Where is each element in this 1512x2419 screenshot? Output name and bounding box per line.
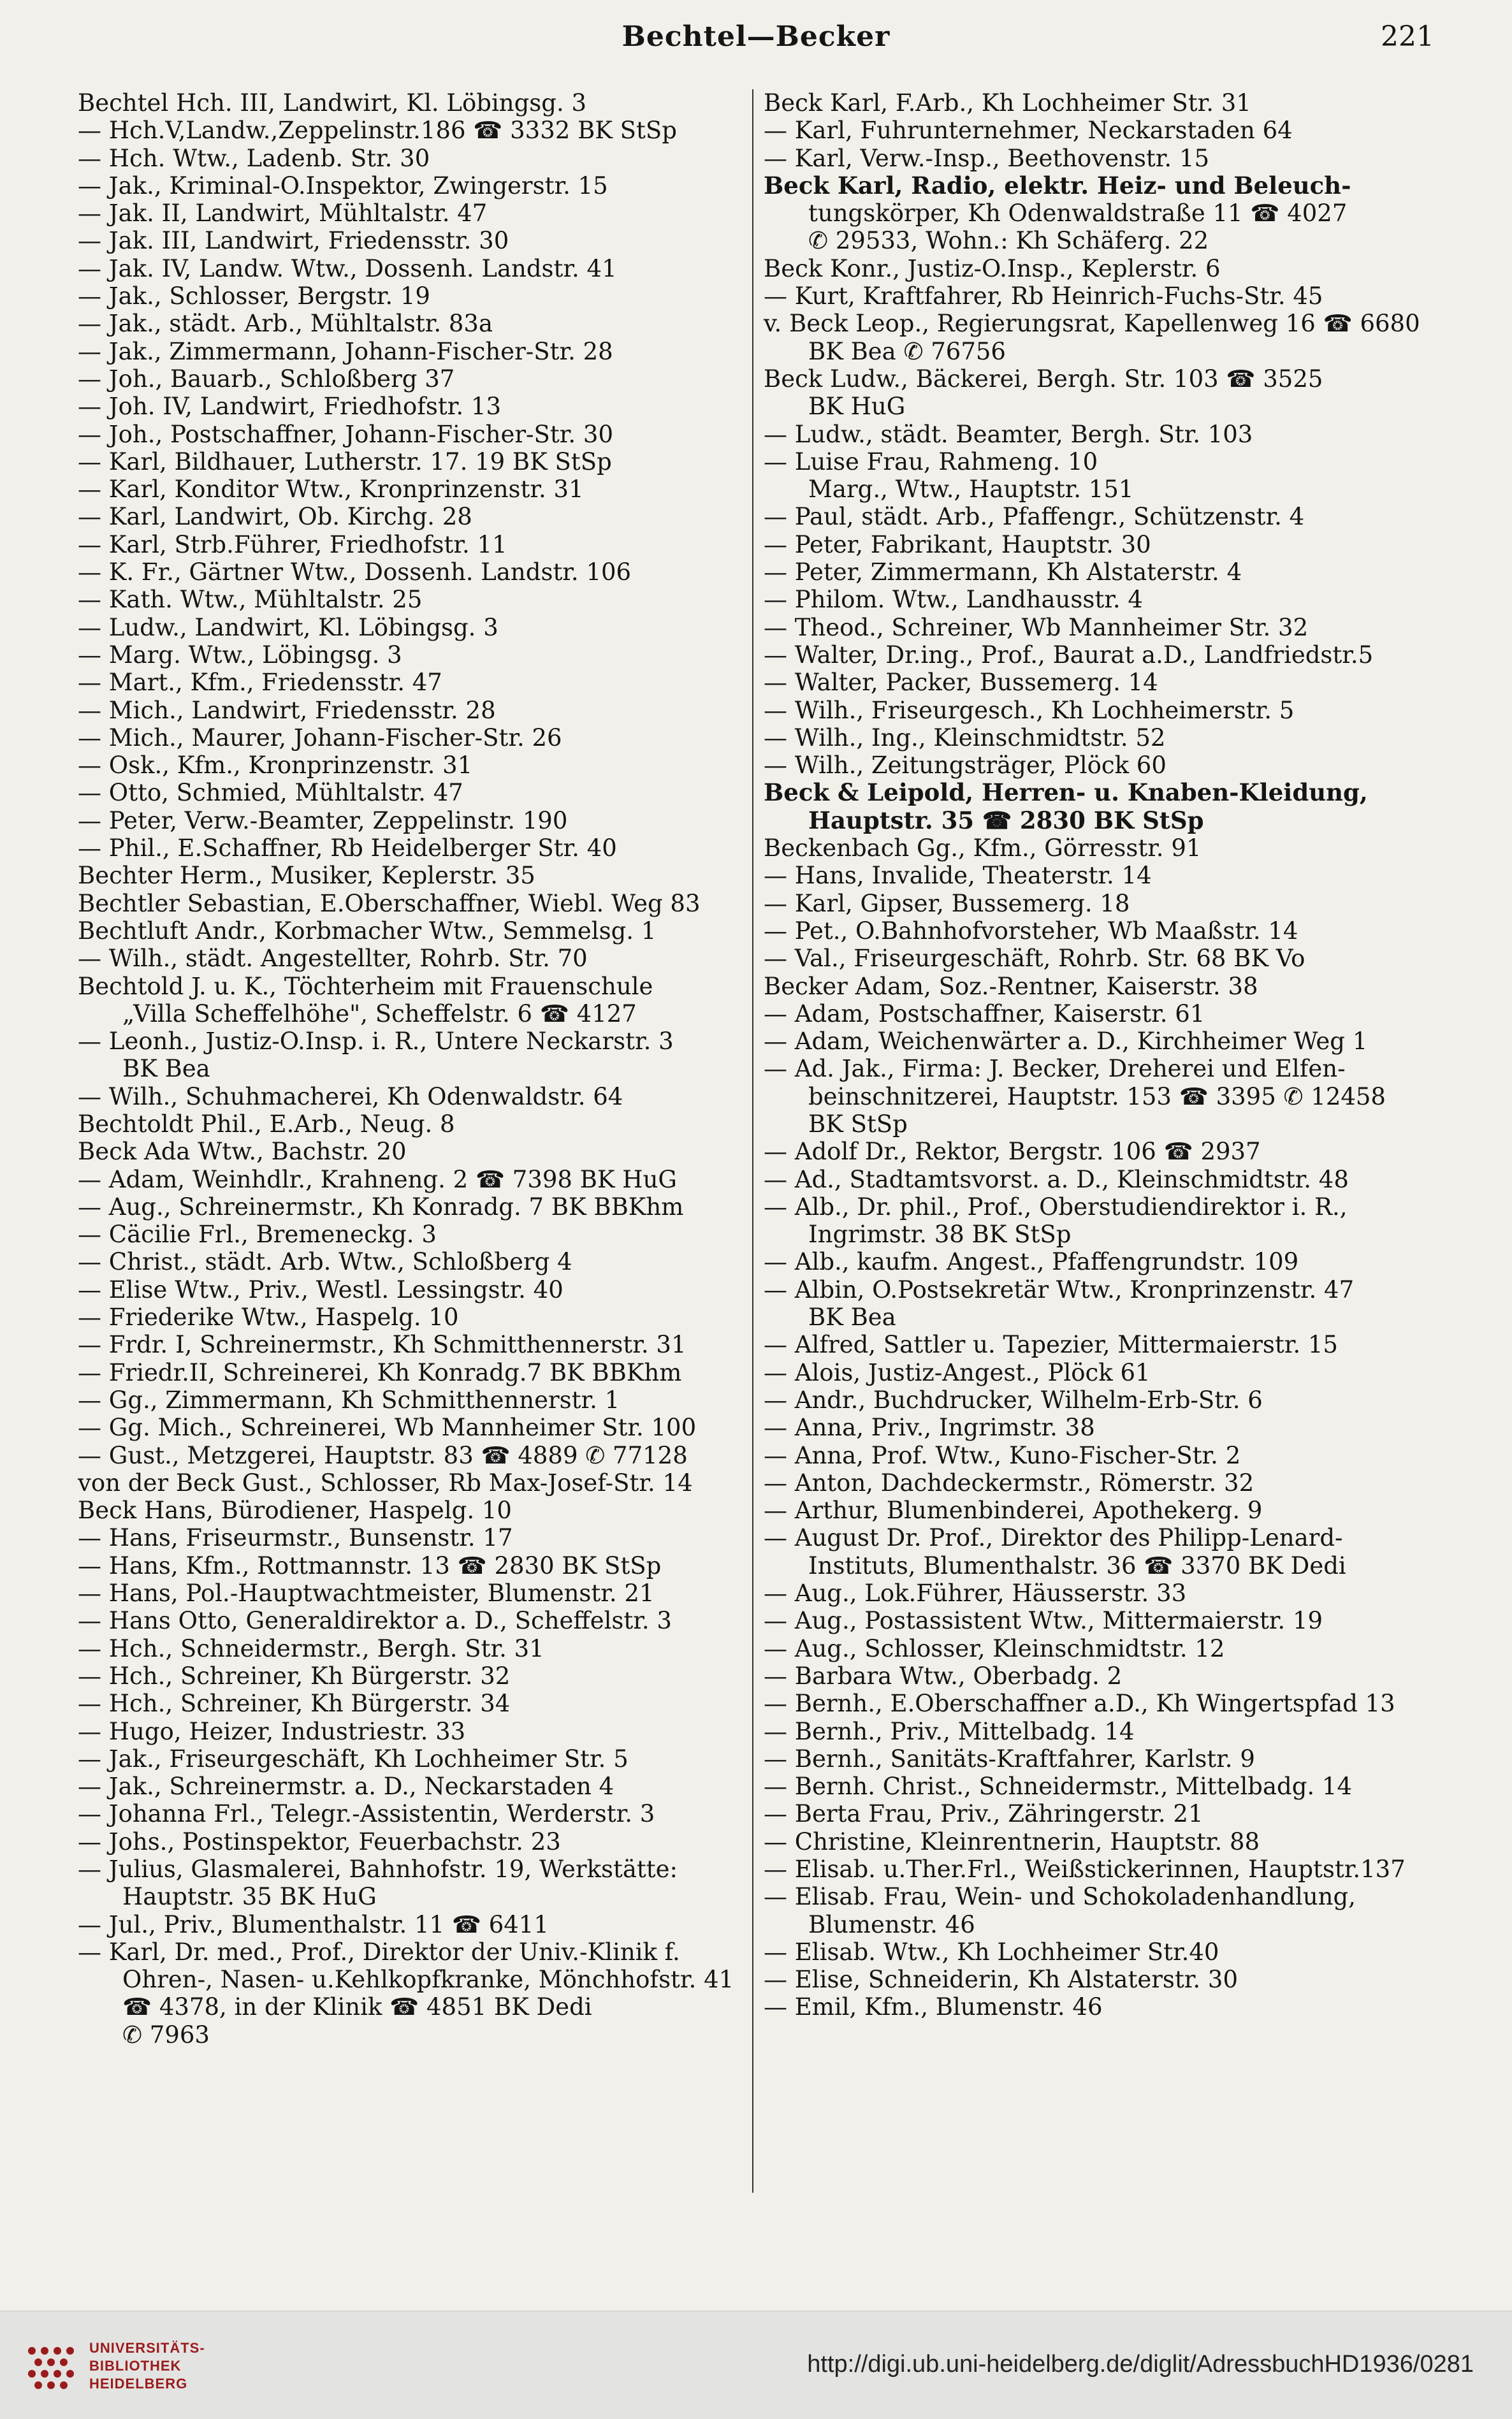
directory-entry: — Gg., Zimmermann, Kh Schmitthennerstr. 1: [78, 1386, 620, 1414]
directory-entry: — Anna, Priv., Ingrimstr. 38: [764, 1414, 1095, 1442]
directory-entry: — Aug., Postassistent Wtw., Mittermaierstr. 19: [764, 1607, 1323, 1635]
directory-entry: — Jak. II, Landwirt, Mühltalstr. 47: [78, 200, 488, 228]
directory-entry: — Johs., Postinspektor, Feuerbachstr. 23: [78, 1827, 561, 1856]
directory-entry: — Theod., Schreiner, Wb Mannheimer Str. 32: [764, 613, 1309, 641]
source-url[interactable]: http://digi.ub.uni-heidelberg.de/diglit/AdressbuchHD1936/0281: [807, 2351, 1474, 2378]
directory-entry: — Jak. III, Landwirt, Friedensstr. 30: [78, 227, 509, 255]
directory-entry: — Karl, Konditor Wtw., Kronprinzenstr. 31: [78, 476, 584, 504]
university-library-logo-icon: [19, 2338, 83, 2402]
directory-entry: — Frdr. I, Schreinermstr., Kh Schmitthennerstr. 31: [78, 1331, 687, 1359]
directory-entry: Bechtluft Andr., Korbmacher Wtw., Semmelsg. 1: [78, 917, 657, 945]
directory-entry: Hauptstr. 35 ☎ 2830 BK StSp: [808, 806, 1204, 834]
directory-entry: — Jak. IV, Landw. Wtw., Dossenh. Landstr. 41: [78, 254, 617, 282]
directory-entry: — Christ., städt. Arb. Wtw., Schloßberg 4: [78, 1248, 572, 1276]
running-head: Bechtel—Becker: [622, 20, 890, 53]
directory-entry: Beck Karl, Radio, elektr. Heiz- und Beleuch-: [764, 171, 1351, 200]
directory-entry: — Hch., Schreiner, Kh Bürgerstr. 34: [78, 1690, 511, 1718]
directory-entry: — Adam, Weinhdlr., Krahneng. 2 ☎ 7398 BK HuG: [78, 1165, 677, 1193]
directory-entry: v. Beck Leop., Regierungsrat, Kapellenweg 16 ☎ 6680: [764, 310, 1420, 338]
directory-entry: — Bernh. Christ., Schneidermstr., Mittelbadg. 14: [764, 1773, 1352, 1801]
directory-entry: — Mich., Maurer, Johann-Fischer-Str. 26: [78, 723, 562, 752]
directory-entry: — Elise, Schneiderin, Kh Alstaterstr. 30: [764, 1966, 1238, 1994]
directory-entry: — Val., Friseurgeschäft, Rohrb. Str. 68 BK Vo: [764, 945, 1305, 973]
directory-entry: — Wilh., städt. Angestellter, Rohrb. Str. 70: [78, 945, 588, 973]
library-name: UNIVERSITÄTS- BIBLIOTHEK HEIDELBERG: [89, 2340, 205, 2392]
directory-entry: — Bernh., E.Oberschaffner a.D., Kh Wingertspfad 13: [764, 1690, 1395, 1718]
directory-entry: Bechtel Hch. III, Landwirt, Kl. Löbingsg. 3: [78, 89, 587, 117]
directory-entry: — Anton, Dachdeckermstr., Römerstr. 32: [764, 1469, 1254, 1497]
page-number: 221: [1381, 20, 1434, 53]
directory-entry: ✆ 29533, Wohn.: Kh Schäferg. 22: [808, 227, 1209, 255]
directory-entry: — Hch. Wtw., Ladenb. Str. 30: [78, 144, 430, 172]
directory-entry: Bechter Herm., Musiker, Keplerstr. 35: [78, 862, 535, 890]
directory-entry: — Phil., E.Schaffner, Rb Heidelberger Str. 40: [78, 834, 617, 862]
directory-entry: Ingrimstr. 38 BK StSp: [808, 1221, 1072, 1249]
directory-entry: — Emil, Kfm., Blumenstr. 46: [764, 1993, 1103, 2021]
directory-entry: — Jak., Kriminal-O.Inspektor, Zwingerstr. 15: [78, 171, 608, 200]
directory-entry: — Karl, Strb.Führer, Friedhofstr. 11: [78, 530, 507, 558]
directory-entry: — Jak., Friseurgeschäft, Kh Lochheimer Str. 5: [78, 1745, 629, 1773]
directory-entry: — Jul., Priv., Blumenthalstr. 11 ☎ 6411: [78, 1910, 549, 1938]
directory-entry: — Karl, Gipser, Bussemerg. 18: [764, 889, 1130, 917]
directory-entry: — Hans, Friseurmstr., Bunsenstr. 17: [78, 1524, 513, 1552]
directory-entry: tungskörper, Kh Odenwaldstraße 11 ☎ 4027: [808, 200, 1348, 228]
directory-entry: — Luise Frau, Rahmeng. 10: [764, 447, 1098, 476]
directory-entry: Beck Hans, Bürodiener, Haspelg. 10: [78, 1497, 512, 1525]
directory-entry: — Bernh., Priv., Mittelbadg. 14: [764, 1717, 1135, 1745]
directory-entry: Beck Ludw., Bäckerei, Bergh. Str. 103 ☎ 3525: [764, 365, 1323, 393]
directory-entry: — Wilh., Zeitungsträger, Plöck 60: [764, 752, 1167, 780]
directory-entry: Beckenbach Gg., Kfm., Görresstr. 91: [764, 834, 1202, 862]
directory-entry: von der Beck Gust., Schlosser, Rb Max-Josef-Str. 14: [78, 1469, 693, 1497]
directory-entry: — Hans Otto, Generaldirektor a. D., Scheffelstr. 3: [78, 1607, 672, 1635]
directory-entry: — Karl, Bildhauer, Lutherstr. 17. 19 BK StSp: [78, 447, 612, 476]
directory-entry: — Peter, Fabrikant, Hauptstr. 30: [764, 530, 1151, 558]
directory-entry: — Andr., Buchdrucker, Wilhelm-Erb-Str. 6: [764, 1386, 1263, 1414]
directory-entry: — Aug., Schreinermstr., Kh Konradg. 7 BK BBKhm: [78, 1193, 684, 1221]
left-column: [78, 89, 741, 2049]
directory-entry: — Elise Wtw., Priv., Westl. Lessingstr. 40: [78, 1275, 563, 1304]
directory-entry: — Joh., Bauarb., Schloßberg 37: [78, 365, 455, 393]
right-column: [764, 89, 1439, 2021]
directory-entry: Becker Adam, Soz.-Rentner, Kaiserstr. 38: [764, 972, 1258, 1000]
column-divider: [752, 89, 753, 2193]
directory-entry: — Jak., Schreinermstr. a. D., Neckarstaden 4: [78, 1773, 614, 1801]
directory-entry: BK Bea: [808, 1304, 896, 1332]
directory-entry: — Kath. Wtw., Mühltalstr. 25: [78, 586, 423, 614]
directory-entry: — Karl, Landwirt, Ob. Kirchg. 28: [78, 503, 472, 531]
directory-entry: — Wilh., Friseurgesch., Kh Lochheimerstr. 5: [764, 696, 1295, 724]
directory-entry: — Mich., Landwirt, Friedensstr. 28: [78, 696, 496, 724]
directory-entry: — Elisab. Frau, Wein- und Schokoladenhandlung,: [764, 1883, 1356, 1911]
directory-entry: — Osk., Kfm., Kronprinzenstr. 31: [78, 752, 473, 780]
directory-entry: — Wilh., Ing., Kleinschmidtstr. 52: [764, 723, 1166, 752]
directory-entry: — Jak., städt. Arb., Mühltalstr. 83a: [78, 310, 493, 338]
directory-entry: Beck Karl, F.Arb., Kh Lochheimer Str. 31: [764, 89, 1251, 117]
directory-entry: — Adam, Postschaffner, Kaiserstr. 61: [764, 999, 1205, 1028]
footer-bar: [0, 2311, 1512, 2419]
directory-entry: Blumenstr. 46: [808, 1910, 975, 1938]
directory-entry: — Hch.V,Landw.,Zeppelinstr.186 ☎ 3332 BK StSp: [78, 117, 677, 145]
directory-entry: — Gg. Mich., Schreinerei, Wb Mannheimer Str. 100: [78, 1414, 697, 1442]
directory-entry: — Anna, Prof. Wtw., Kuno-Fischer-Str. 2: [764, 1441, 1241, 1469]
directory-entry: beinschnitzerei, Hauptstr. 153 ☎ 3395 ✆ 12458: [808, 1082, 1386, 1110]
directory-entry: — Alb., kaufm. Angest., Pfaffengrundstr. 109: [764, 1248, 1299, 1276]
directory-entry: — Cäcilie Frl., Bremeneckg. 3: [78, 1221, 437, 1249]
directory-entry: BK Bea: [122, 1055, 210, 1083]
directory-entry: — Kurt, Kraftfahrer, Rb Heinrich-Fuchs-Str. 45: [764, 282, 1323, 310]
directory-entry: BK StSp: [808, 1110, 908, 1138]
directory-entry: „Villa Scheffelhöhe", Scheffelstr. 6 ☎ 4127: [122, 999, 637, 1028]
directory-entry: — Hans, Pol.-Hauptwachtmeister, Blumenstr. 21: [78, 1580, 655, 1608]
directory-entry: — Walter, Dr.ing., Prof., Baurat a.D., Landfriedstr.5: [764, 641, 1374, 669]
directory-entry: — Berta Frau, Priv., Zähringerstr. 21: [764, 1800, 1203, 1828]
directory-entry: — Albin, O.Postsekretär Wtw., Kronprinzenstr. 47: [764, 1275, 1355, 1304]
directory-entry: — Hans, Invalide, Theaterstr. 14: [764, 862, 1152, 890]
directory-entry: ✆ 7963: [122, 2021, 210, 2049]
directory-entry: Beck & Leipold, Herren- u. Knaben-Kleidung,: [764, 778, 1368, 807]
directory-entry: Ohren-, Nasen- u.Kehlkopfkranke, Mönchhofstr. 41: [122, 1966, 734, 1994]
directory-entry: — Otto, Schmied, Mühltalstr. 47: [78, 779, 463, 807]
directory-entry: — Marg. Wtw., Löbingsg. 3: [78, 641, 402, 669]
directory-entry: — Hans, Kfm., Rottmannstr. 13 ☎ 2830 BK StSp: [78, 1551, 662, 1580]
directory-entry: — Gust., Metzgerei, Hauptstr. 83 ☎ 4889 ✆ 77128: [78, 1441, 688, 1469]
directory-entry: Instituts, Blumenthalstr. 36 ☎ 3370 BK Dedi: [808, 1551, 1346, 1580]
directory-entry: — Peter, Verw.-Beamter, Zeppelinstr. 190: [78, 806, 568, 834]
directory-entry: ☎ 4378, in der Klinik ☎ 4851 BK Dedi: [122, 1993, 592, 2021]
directory-entry: Beck Ada Wtw., Bachstr. 20: [78, 1138, 407, 1166]
directory-entry: — Ad., Stadtamtsvorst. a. D., Kleinschmidtstr. 48: [764, 1165, 1349, 1193]
directory-entry: — Hch., Schreiner, Kh Bürgerstr. 32: [78, 1662, 511, 1690]
directory-entry: — Pet., O.Bahnhofvorsteher, Wb Maaßstr. 14: [764, 917, 1298, 945]
directory-entry: — Paul, städt. Arb., Pfaffengr., Schützenstr. 4: [764, 503, 1305, 531]
directory-entry: — Adolf Dr., Rektor, Bergstr. 106 ☎ 2937: [764, 1138, 1261, 1166]
directory-entry: Beck Konr., Justiz-O.Insp., Keplerstr. 6: [764, 254, 1221, 282]
directory-entry: — Christine, Kleinrentnerin, Hauptstr. 88: [764, 1827, 1260, 1856]
directory-entry: — Johanna Frl., Telegr.-Assistentin, Werderstr. 3: [78, 1800, 655, 1828]
directory-entry: — Jak., Zimmermann, Johann-Fischer-Str. 28: [78, 337, 613, 365]
directory-entry: — Friedr.II, Schreinerei, Kh Konradg.7 BK BBKhm: [78, 1358, 682, 1386]
directory-entry: Marg., Wtw., Hauptstr. 151: [808, 476, 1134, 504]
directory-entry: — Leonh., Justiz-O.Insp. i. R., Untere Neckarstr. 3: [78, 1028, 674, 1056]
directory-entry: — Alb., Dr. phil., Prof., Oberstudiendirektor i. R.,: [764, 1193, 1348, 1221]
directory-entry: — Arthur, Blumenbinderei, Apothekerg. 9: [764, 1497, 1263, 1525]
directory-entry: — Peter, Zimmermann, Kh Alstaterstr. 4: [764, 558, 1242, 586]
directory-entry: — Adam, Weichenwärter a. D., Kirchheimer Weg 1: [764, 1028, 1368, 1056]
directory-entry: — August Dr. Prof., Direktor des Philipp-Lenard-: [764, 1524, 1343, 1552]
directory-entry: — Alfred, Sattler u. Tapezier, Mittermaierstr. 15: [764, 1331, 1338, 1359]
directory-entry: — Wilh., Schuhmacherei, Kh Odenwaldstr. 64: [78, 1082, 623, 1110]
directory-entry: — Elisab. u.Ther.Frl., Weißstickerinnen, Hauptstr.137: [764, 1856, 1406, 1883]
directory-entry: — Ludw., städt. Beamter, Bergh. Str. 103: [764, 420, 1253, 448]
directory-entry: — K. Fr., Gärtner Wtw., Dossenh. Landstr. 106: [78, 558, 632, 586]
directory-entry: Bechtler Sebastian, E.Oberschaffner, Wiebl. Weg 83: [78, 889, 701, 917]
directory-entry: Bechtoldt Phil., E.Arb., Neug. 8: [78, 1110, 455, 1138]
directory-entry: — Barbara Wtw., Oberbadg. 2: [764, 1662, 1123, 1690]
directory-entry: — Walter, Packer, Bussemerg. 14: [764, 669, 1158, 697]
directory-entry: — Jak., Schlosser, Bergstr. 19: [78, 282, 430, 310]
directory-entry: — Mart., Kfm., Friedensstr. 47: [78, 669, 442, 697]
directory-entry: — Aug., Schlosser, Kleinschmidtstr. 12: [764, 1634, 1225, 1662]
directory-entry: — Joh., Postschaffner, Johann-Fischer-Str. 30: [78, 420, 613, 448]
directory-entry: — Karl, Dr. med., Prof., Direktor der Univ.-Klinik f.: [78, 1938, 680, 1966]
directory-entry: — Ludw., Landwirt, Kl. Löbingsg. 3: [78, 613, 498, 641]
directory-entry: Hauptstr. 35 BK HuG: [122, 1883, 377, 1911]
directory-entry: Bechtold J. u. K., Töchterheim mit Frauenschule: [78, 972, 653, 1000]
directory-entry: — Julius, Glasmalerei, Bahnhofstr. 19, Werkstätte:: [78, 1856, 678, 1883]
directory-entry: — Ad. Jak., Firma: J. Becker, Dreherei und Elfen-: [764, 1055, 1346, 1083]
directory-entry: — Philom. Wtw., Landhausstr. 4: [764, 586, 1143, 614]
directory-entry: BK Bea ✆ 76756: [808, 337, 1006, 365]
directory-entry: — Hch., Schneidermstr., Bergh. Str. 31: [78, 1634, 544, 1662]
directory-entry: BK HuG: [808, 393, 906, 421]
page-header: [0, 11, 1512, 62]
directory-entry: — Karl, Fuhrunternehmer, Neckarstaden 64: [764, 117, 1293, 145]
directory-entry: — Aug., Lok.Führer, Häusserstr. 33: [764, 1580, 1187, 1608]
directory-entry: — Bernh., Sanitäts-Kraftfahrer, Karlstr. 9: [764, 1745, 1255, 1773]
directory-entry: — Karl, Verw.-Insp., Beethovenstr. 15: [764, 144, 1210, 172]
directory-entry: — Friederike Wtw., Haspelg. 10: [78, 1304, 459, 1332]
directory-entry: — Alois, Justiz-Angest., Plöck 61: [764, 1358, 1151, 1386]
directory-entry: — Joh. IV, Landwirt, Friedhofstr. 13: [78, 393, 501, 421]
directory-entry: — Elisab. Wtw., Kh Lochheimer Str.40: [764, 1938, 1219, 1966]
directory-entry: — Hugo, Heizer, Industriestr. 33: [78, 1717, 466, 1745]
